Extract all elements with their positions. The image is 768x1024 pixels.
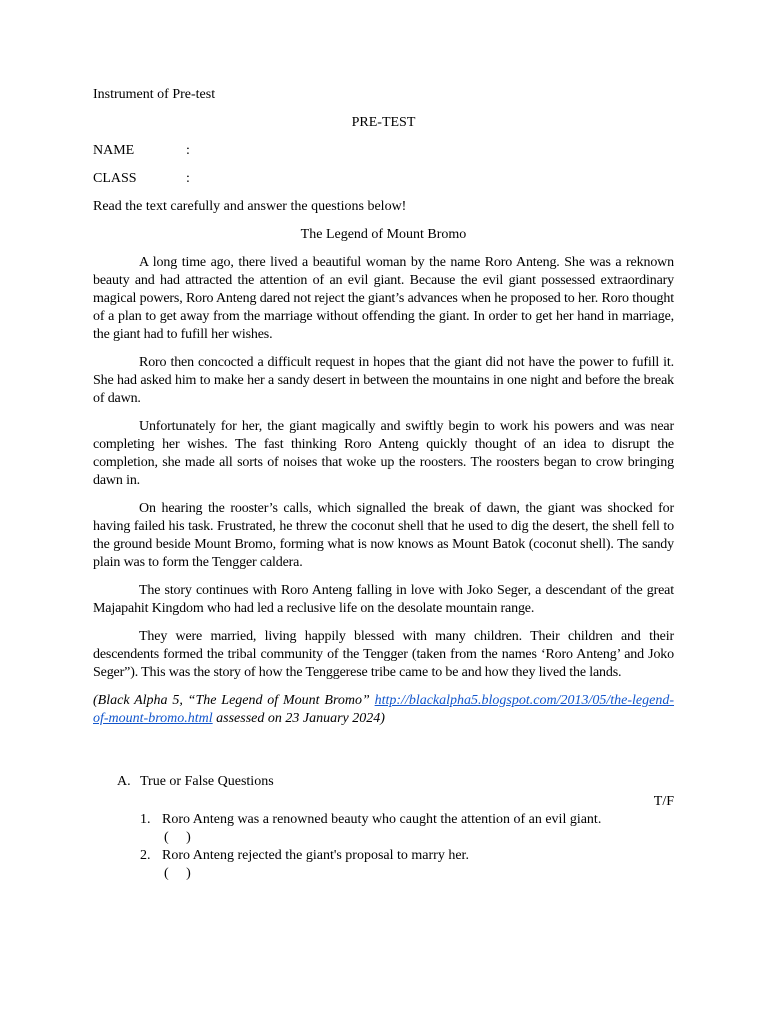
page-title: PRE-TEST — [351, 115, 416, 130]
instrument-heading: Instrument of Pre-test — [93, 87, 216, 102]
name-field — [93, 142, 674, 160]
citation-suffix: assessed on 23 January 2024) — [216, 711, 385, 726]
class-label: CLASS — [93, 171, 137, 186]
story-paragraph: They were married, living happily blessed with many children. Their children and their descendents formed the tribal community of the Tengger (taken from the names ‘Roro Anteng’ and Joko Seger”). This was the story of how the Tenggerese tribe came to be and how they lived the lands. — [93, 629, 674, 680]
tf-column-header: T/F — [653, 794, 674, 809]
story-title: The Legend of Mount Bromo — [300, 227, 467, 242]
question-text: Roro Anteng was a renowned beauty who caught the attention of an evil giant. — [162, 812, 602, 827]
name-label: NAME — [93, 143, 135, 158]
class-field — [93, 170, 674, 188]
story-paragraph: A long time ago, there lived a beautiful woman by the name Roro Anteng. She was a reknown beauty and had attracted the attention of an evil giant. Because the evil giant possessed extraordinary magical powers, Roro Anteng dared not reject the giant’s advances when he proposed to her. Roro thought of a plan to get away from the marriage without offending the giant. In order to get her hand in marriage, the giant had to fufill her wishes. — [93, 255, 674, 342]
section-letter: A. — [117, 774, 131, 789]
answer-box[interactable]: ( ) — [164, 830, 191, 845]
question-number: 1. — [140, 812, 151, 827]
class-colon: : — [186, 171, 190, 186]
document-page — [93, 86, 674, 883]
question-number: 2. — [140, 848, 151, 863]
citation — [93, 692, 674, 728]
question-item — [140, 847, 674, 865]
story-paragraph: Roro then concocted a difficult request in hopes that the giant did not have the power to fufill it. She had asked him to make her a sandy desert in between the mountains in one night and before the break of dawn. — [93, 355, 674, 406]
question-list — [140, 811, 674, 883]
story-paragraph: Unfortunately for her, the giant magically and swiftly begin to work his powers and was near completing her wishes. The fast thinking Roro Anteng quickly thought of an idea to disrupt the completion, she made all sorts of noises that woke up the roosters. The roosters began to crow bringing dawn in. — [93, 419, 674, 488]
citation-link[interactable]: http://blackalpha5.blogspot.com/2013/05/the-legend-of-mount-bromo.html — [93, 693, 675, 726]
answer-box[interactable]: ( ) — [164, 866, 191, 881]
question-item — [140, 811, 674, 829]
story-paragraph: The story continues with Roro Anteng falling in love with Joko Seger, a descendant of the great Majapahit Kingdom who had led a reclusive life on the desolate mountain range. — [93, 583, 674, 616]
citation-prefix: (Black Alpha 5, “The Legend of Mount Bromo” — [93, 693, 370, 708]
name-colon: : — [186, 143, 190, 158]
section-a-heading — [117, 773, 674, 791]
section-title: True or False Questions — [140, 774, 274, 789]
story-paragraph: On hearing the rooster’s calls, which signalled the break of dawn, the giant was shocked for having failed his task. Frustrated, he threw the coconut shell that he used to dig the desert, the shell fell to the ground beside Mount Bromo, forming what is now knows as Mount Batok (coconut shell). The sandy plain was to form the Tengger caldera. — [93, 501, 674, 570]
question-text: Roro Anteng rejected the giant's proposal to marry her. — [162, 848, 469, 863]
instruction-text: Read the text carefully and answer the questions below! — [93, 199, 407, 214]
